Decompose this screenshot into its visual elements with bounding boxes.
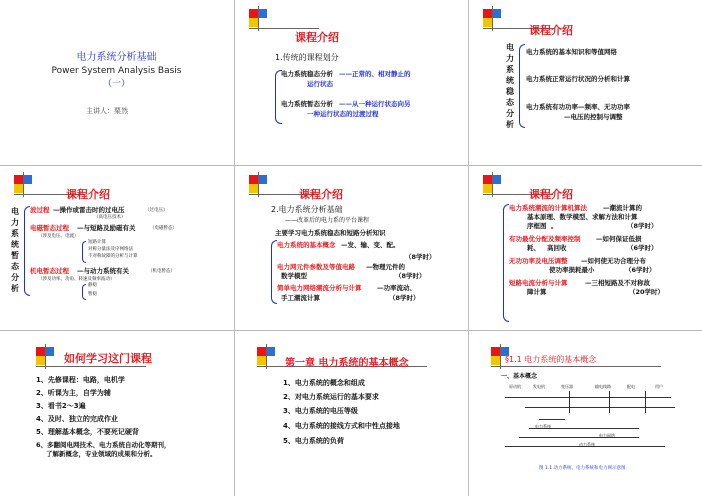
item-note: （过电压） xyxy=(145,208,168,213)
slide-5-thumbnail[interactable] xyxy=(235,166,468,331)
slide-8-thumbnail[interactable] xyxy=(235,331,468,496)
item-heading: 机电暂态过程 xyxy=(30,267,69,275)
item-note: （高电压技术） xyxy=(94,215,126,220)
item-text: 数学模型 xyxy=(281,272,307,280)
vertical-label: 电 力 系 统 稳 态 分 析 xyxy=(506,43,514,129)
bus-line xyxy=(525,407,675,408)
item-text: —潮流计算的 xyxy=(603,204,642,212)
item-text: 。 xyxy=(551,222,558,230)
list-item: 5、理解基本概念，不要死记硬背 xyxy=(36,428,139,436)
list-item: 1、电力系统的概念和组成 xyxy=(283,379,365,387)
item-note: 静稳 xyxy=(88,283,97,288)
item-heading: 电力网元件参数及等值电路 xyxy=(277,263,355,271)
diagram-label: 发电机 xyxy=(533,384,545,389)
list-item: 3、看书2～3遍 xyxy=(36,402,86,410)
slide-2-thumbnail[interactable] xyxy=(235,0,468,165)
vertical-label: 电 力 系 统 暂 态 分 析 xyxy=(11,207,19,293)
brace xyxy=(275,70,282,124)
item-note: （电磁暂态） xyxy=(150,226,177,231)
bullet-text: ——从一种运行状态向另 xyxy=(339,100,411,108)
hours: （8学时） xyxy=(405,253,436,261)
bracket-line xyxy=(519,437,639,438)
list-item: 3、电力系统的电压等级 xyxy=(283,407,358,415)
slide-subtitle: 2.电力系统分析基础 xyxy=(271,205,343,214)
slide-title-en: Power System Analysis Basis xyxy=(51,66,182,76)
item-text: 耗、 xyxy=(527,244,540,252)
item-note: 短路计算 xyxy=(88,240,106,245)
brace xyxy=(519,44,525,128)
item-text: 序框图 xyxy=(527,222,547,230)
item-text: 高回收 xyxy=(547,244,567,252)
diagram-label: 输电线路 xyxy=(595,384,611,389)
branch-line xyxy=(609,391,610,413)
list-item: 电力系统正常运行状况的分析和计算 xyxy=(526,75,630,83)
item-text: 使功率损耗最小 xyxy=(549,266,595,274)
branch-line xyxy=(645,391,646,413)
brace xyxy=(271,240,277,304)
branch-line xyxy=(569,391,570,413)
diagram-label: 用户 xyxy=(655,384,663,389)
list-item: 4、及时、独立的完成作业 xyxy=(36,415,118,423)
list-item: —电压的控制与调整 xyxy=(564,113,623,121)
bullet-text: ——正常的、相对静止的 xyxy=(339,70,411,78)
item-text: 手工潮流计算 xyxy=(281,294,320,302)
item-note: （涉及电压、电流） xyxy=(38,234,79,239)
item-text: —与动力系统有关 xyxy=(77,267,129,275)
slide-title: 如何学习这门课程 xyxy=(64,352,152,365)
bracket-line xyxy=(539,419,565,420)
item-text: —如何保证低损 xyxy=(596,235,642,243)
diagram-label: 电力网络 xyxy=(599,433,615,438)
slide-title: 课程介绍 xyxy=(66,188,110,201)
slide-title-cn: 电力系统分析基础 xyxy=(76,52,157,63)
item-heading: 无功功率及电压调整 xyxy=(509,257,568,265)
slide-subtitle: 主要学习电力系统稳态和短路分析知识 xyxy=(275,229,386,237)
hours: （8学时） xyxy=(627,222,658,230)
slide-6-thumbnail[interactable] xyxy=(469,166,702,331)
slide-title: 课程介绍 xyxy=(529,188,573,201)
item-text: —三相短路及不对称故 xyxy=(585,279,650,287)
diagram-label: 电力系统 xyxy=(535,424,551,429)
list-item: 6、多翻阅电网技术、电力系统自动化等期刊， xyxy=(36,441,171,449)
item-note: （涉及功率、功角、转速及频率波动） xyxy=(38,277,115,282)
list-item: 1、先修课程：电路，电机学 xyxy=(36,376,125,384)
diagram-label: 变压器 xyxy=(561,384,573,389)
figure-caption: 图 1.1 动力系统、电力系统和电力网示意图 xyxy=(539,466,626,471)
item-note: 对称分量法及序网络法 xyxy=(88,247,133,252)
diagram-label: 动力系统 xyxy=(579,442,595,447)
brace xyxy=(82,284,86,300)
slide-title: 课程介绍 xyxy=(295,31,339,44)
slide-9-thumbnail[interactable] xyxy=(469,331,702,496)
list-item: 2、对电力系统运行的基本要求 xyxy=(283,393,379,401)
item-heading: 电力系统的基本概念 xyxy=(277,241,336,249)
list-item: 5、电力系统的负荷 xyxy=(283,437,344,445)
item-text: —与短路及励磁有关 xyxy=(77,224,136,232)
item-heading: 有功最优分配及频率控制 xyxy=(509,235,581,243)
item-heading: 波过程 xyxy=(30,206,50,214)
item-heading: 电磁暂态过程 xyxy=(30,224,69,232)
slide-4-thumbnail[interactable] xyxy=(0,166,233,331)
item-heading: 电力系统潮流的计算机算法 xyxy=(509,204,587,212)
brace xyxy=(82,241,86,263)
list-item: 2、听课为主，自学为辅 xyxy=(36,389,111,397)
bullet-text: 电力系统暂态分析 xyxy=(281,100,333,108)
diagram-label: 原动机 xyxy=(509,384,521,389)
slide-7-thumbnail[interactable] xyxy=(0,331,233,496)
speaker: 主讲人：栗然 xyxy=(86,107,128,115)
item-note: 暂稳 xyxy=(88,292,97,297)
list-item: 电力系统的基本知识和等值网络 xyxy=(526,48,617,56)
bus-line xyxy=(505,397,671,398)
item-note: 不对称故障的分析与计算 xyxy=(88,254,138,259)
slide-title: 课程介绍 xyxy=(529,24,573,37)
item-note: （机电暂态） xyxy=(148,269,175,274)
slide-title: 第一章 电力系统的基本概念 xyxy=(285,358,409,369)
bullet-text: 运行状态 xyxy=(307,80,333,88)
brace xyxy=(24,206,30,296)
list-item: 4、电力系统的接线方式和中性点接地 xyxy=(283,422,400,430)
hours: （8学时） xyxy=(389,294,420,302)
slide-title: §1.1 电力系统的基本概念 xyxy=(505,355,597,364)
bullet-text: 电力系统稳态分析 xyxy=(281,70,333,78)
hours: （6学时） xyxy=(625,266,656,274)
list-item: 电力系统有功功率—频率、无功功率 xyxy=(526,103,630,111)
diagram-label: 配电 xyxy=(627,384,635,389)
slide-subtitle: 1.传统的课程划分 xyxy=(275,53,339,62)
item-text: —功率流动、 xyxy=(377,284,416,292)
slide-1-thumbnail[interactable] xyxy=(0,0,233,165)
item-text: —如何使无功合理分布 xyxy=(581,257,646,265)
slide-part: （一） xyxy=(102,79,130,89)
slide-subtitle: 一、基本概念 xyxy=(501,373,538,380)
slide-3-thumbnail[interactable] xyxy=(469,0,702,165)
item-text: 基本原理、数学模型、求解方法和计算 xyxy=(527,213,638,221)
item-text: —物理元件的 xyxy=(366,263,405,271)
hours: （6学时） xyxy=(627,244,658,252)
hours: （20学时） xyxy=(629,288,665,296)
slide-subtitle: ——改革后的电力系的平台课程 xyxy=(285,217,370,224)
list-item: 了解新概念，专业领域的成果和分析。 xyxy=(46,450,157,458)
item-text: 障计算 xyxy=(527,288,547,296)
hours: （8学时） xyxy=(395,272,426,280)
item-text: —发、输、变、配。 xyxy=(341,241,400,249)
slide-title: 课程介绍 xyxy=(299,188,343,201)
bullet-text: 一种运行状态的过渡过程 xyxy=(307,110,379,118)
item-text: —操作或雷击时的过电压 xyxy=(53,206,125,214)
item-heading: 短路电流分析与计算 xyxy=(509,279,568,287)
item-heading: 简单电力网络潮流分析与计算 xyxy=(277,284,362,292)
